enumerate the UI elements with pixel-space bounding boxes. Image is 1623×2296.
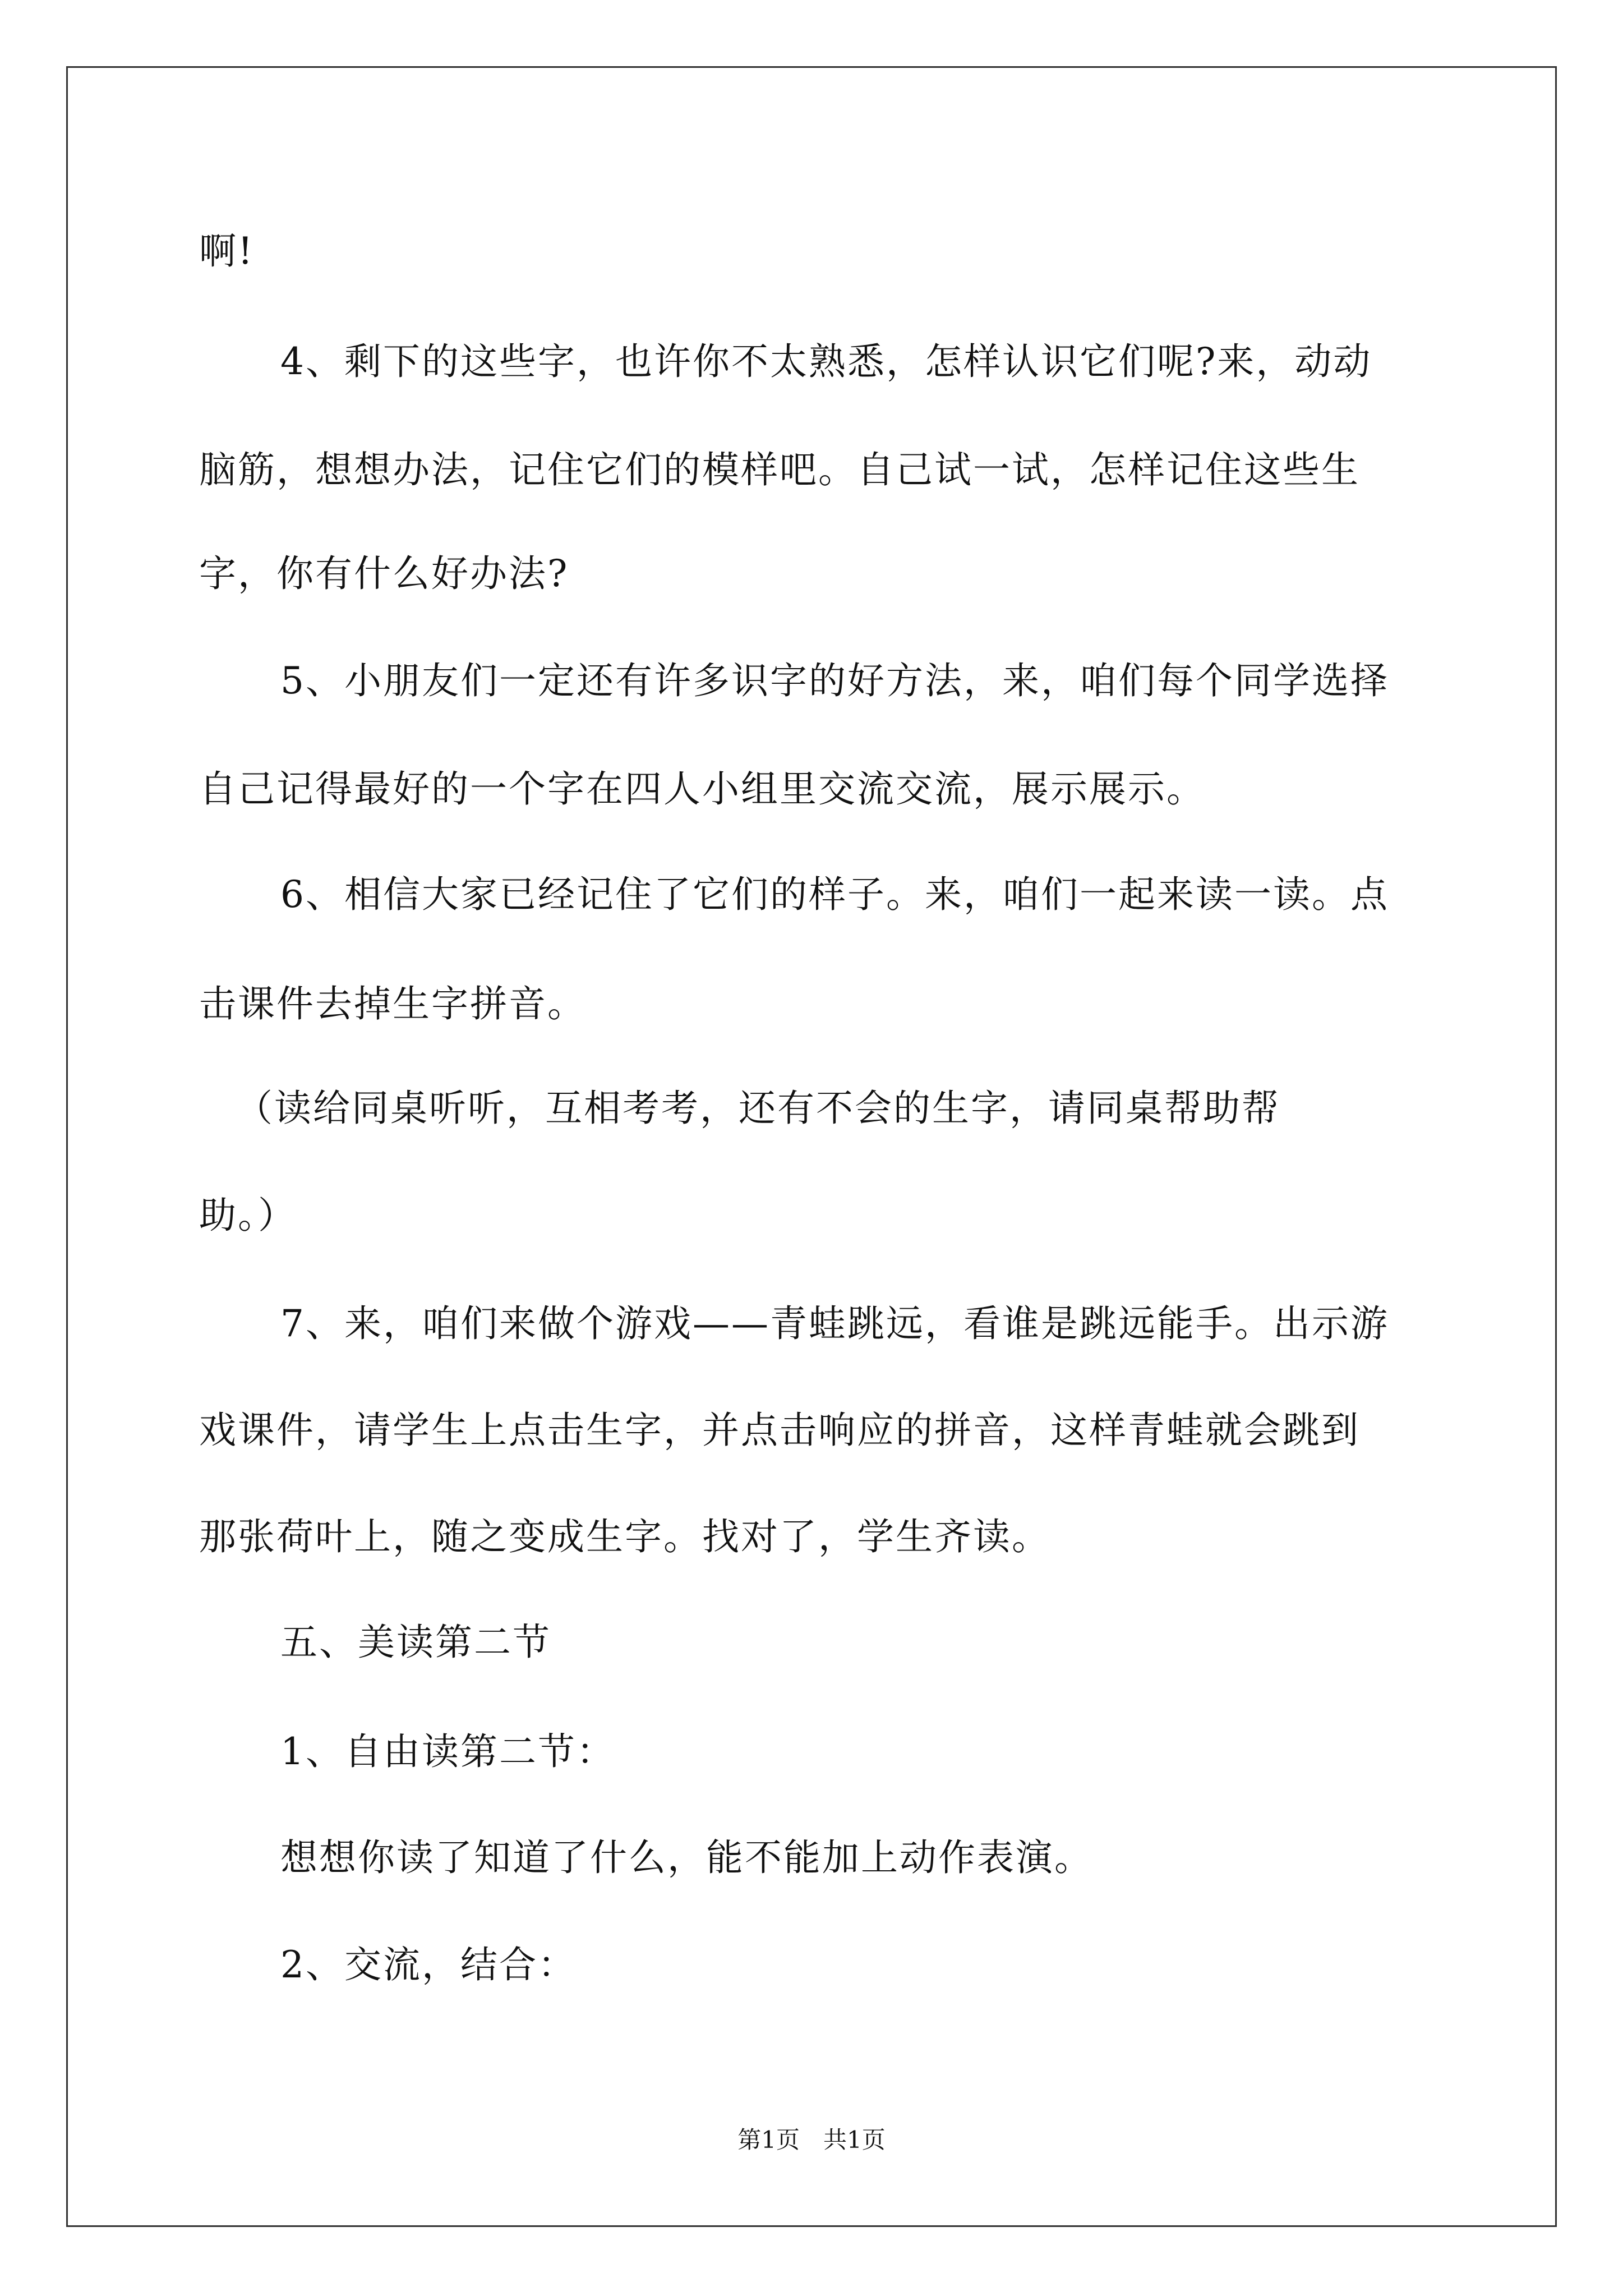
text-line: 戏课件，请学生上点击生字，并点击响应的拼音，这样青蛙就会跳到 bbox=[199, 1409, 1360, 1452]
section-heading: 五、美读第二节 bbox=[280, 1621, 551, 1664]
text-line: 7、来，咱们来做个游戏——青蛙跳远，看谁是跳远能手。出示游 bbox=[280, 1302, 1389, 1345]
page-footer: 第1页 共1页 bbox=[737, 2126, 886, 2154]
text-line: 想想你读了知道了什么，能不能加上动作表演。 bbox=[280, 1836, 1093, 1879]
text-line: 自己记得最好的一个字在四人小组里交流交流，展示展示。 bbox=[199, 767, 1205, 811]
text-line: 那张荷叶上，随之变成生字。找对了，学生齐读。 bbox=[199, 1515, 1050, 1558]
page-border bbox=[66, 66, 1557, 2227]
text-line: 5、小朋友们一定还有许多识字的好方法，来，咱们每个同学选择 bbox=[280, 659, 1389, 702]
text-line: （读给同桌听听，互相考考，还有不会的生字，请同桌帮助帮 bbox=[236, 1087, 1280, 1130]
text-line: 脑筋，想想办法，记住它们的模样吧。自己试一试，怎样记住这些生 bbox=[199, 448, 1360, 491]
text-line: 助。） bbox=[199, 1194, 297, 1237]
text-line: 1、自由读第二节： bbox=[280, 1730, 615, 1773]
text-line: 4、剩下的这些字，也许你不太熟悉，怎样认识它们呢?来，动动 bbox=[280, 340, 1372, 383]
text-line: 啊! bbox=[199, 229, 255, 273]
text-line: 字，你有什么好办法? bbox=[199, 552, 569, 595]
text-line: 击课件去掉生字拼音。 bbox=[199, 982, 586, 1025]
text-line: 6、相信大家已经记住了它们的样子。来，咱们一起来读一读。点 bbox=[280, 873, 1389, 916]
text-line: 2、交流，结合： bbox=[280, 1943, 577, 1986]
